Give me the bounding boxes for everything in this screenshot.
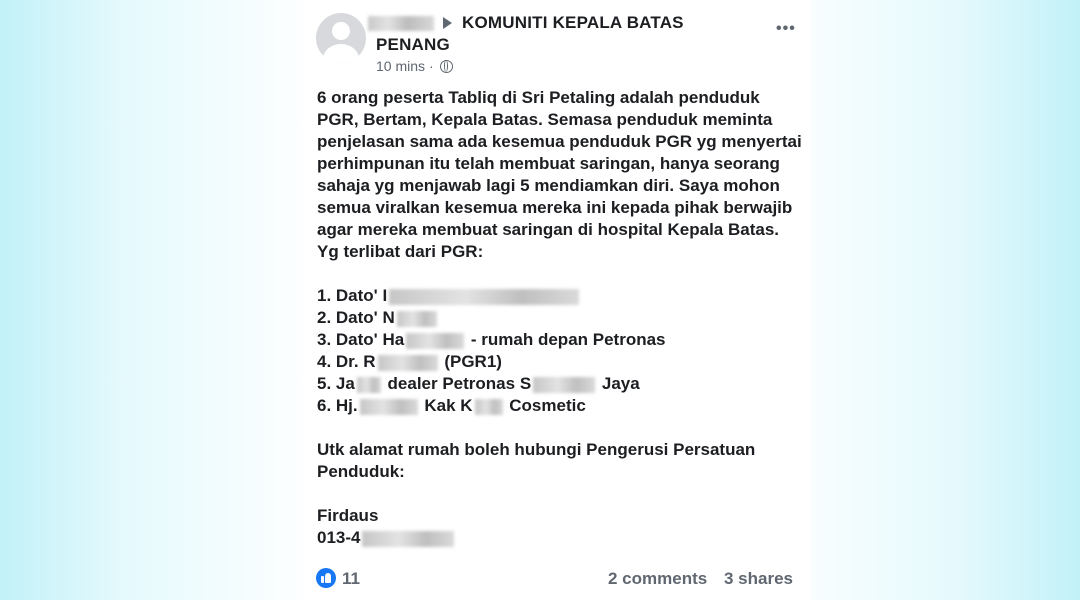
list-text: - rumah depan Petronas (466, 330, 666, 349)
list-item (317, 307, 802, 329)
post-meta (376, 58, 453, 74)
contact-phone-line (317, 527, 802, 549)
avatar-body-shape (323, 44, 359, 63)
contact-phone: 013-4 (317, 528, 361, 547)
post-footer (316, 566, 800, 592)
list-item (317, 351, 802, 373)
list-text: 5. Ja (317, 374, 355, 393)
blurred-text (406, 333, 464, 349)
list-text: Jaya (597, 374, 640, 393)
blurred-text (533, 377, 595, 393)
like-count[interactable]: 11 (342, 569, 360, 588)
post-paragraph: 6 orang peserta Tabliq di Sri Petaling adalah penduduk PGR, Bertam, Kepala Batas. Semasa penduduk meminta penjelasan sama ada kesemua penduduk PGR yg menyertai perhimpunan itu telah membuat saringan, hanya seorang sahaja yg menjawab lagi 5 mendiamkan diri. Saya mohon semua viralkan kesemua mereka ini kepada pihak berwajib agar mereka membuat saringan di hospital Kepala Batas. Yg terlibat dari PGR: (317, 88, 802, 261)
comments-link[interactable]: 2 comments (608, 569, 708, 588)
avatar-head-shape (332, 22, 350, 40)
post-time[interactable]: 10 mins (376, 58, 426, 74)
list-text: 2. Dato' N (317, 308, 395, 327)
list-item (317, 373, 802, 395)
list-item (317, 395, 802, 417)
list-text: 3. Dato' Ha (317, 330, 405, 349)
list-text: 6. Hj. (317, 396, 358, 415)
list-item (317, 285, 802, 307)
blurred-text (389, 289, 579, 305)
blurred-text (357, 377, 381, 393)
list-text: Cosmetic (504, 396, 586, 415)
list-item (317, 329, 802, 351)
more-options-icon[interactable]: ••• (776, 20, 796, 37)
blurred-text (397, 311, 437, 327)
globe-icon (440, 60, 453, 73)
blurred-text (378, 355, 438, 371)
group-name-link[interactable]: KOMUNITI KEPALA BATAS PENANG (376, 13, 684, 54)
post-body (317, 87, 802, 549)
contact-name: Firdaus (317, 506, 379, 525)
blurred-text (362, 531, 454, 547)
avatar[interactable] (316, 13, 366, 63)
list-text: 1. Dato' I (317, 286, 388, 305)
blurred-text (475, 399, 503, 415)
shares-link[interactable]: 3 shares (724, 569, 793, 588)
list-text: 4. Dr. R (317, 352, 376, 371)
list-text: Kak K (419, 396, 473, 415)
list-text: dealer Petronas S (382, 374, 532, 393)
blurred-text (360, 399, 418, 415)
like-reaction-icon[interactable] (316, 568, 336, 588)
contact-line: Utk alamat rumah boleh hubungi Pengerusi Persatuan Penduduk: (317, 440, 756, 481)
meta-separator: · (429, 58, 434, 74)
list-text: (PGR1) (439, 352, 502, 371)
